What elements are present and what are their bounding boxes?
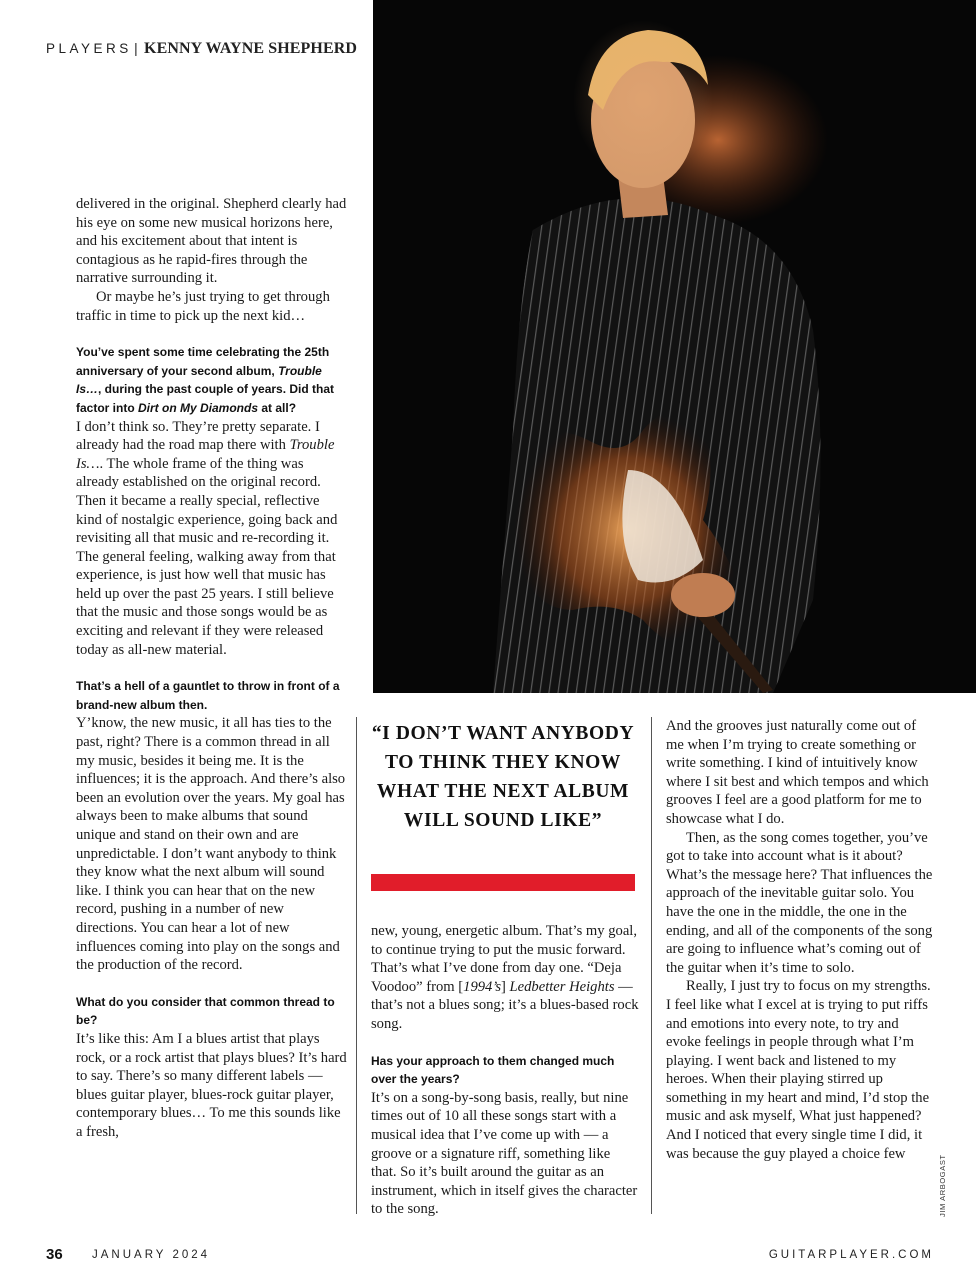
interview-answer: It’s like this: Am I a blues artist that plays rock, or a rock artist that plays blues? It’s hard to say. There’s so many different labels — blues guitar player, blues-rock guitar player, contemporary blues… To me this sounds like a fresh, xyxy=(76,1030,347,1140)
interview-question: You’ve spent some time celebrating the 25th anniversary of your second album, Trouble Is…, during the past couple of years. Did that factor into Dirt on My Diamonds at all? xyxy=(76,345,335,415)
column-divider xyxy=(651,717,652,1214)
interview-answer: Y’know, the new music, it all has ties to the past, right? There is a common thread in all my music, besides it being me. It is the influences; it is the approach. And there’s also been an evolution over the years. My goal has always been to make albums that sound unique and stand on their own and are unpredictable. I don’t want anybody to think they know what the next album will sound like. I think you can hear that on the new record, pushing in a number of new directions. You can hear a lot of new influences coming into play on the songs and the production of the record. xyxy=(76,715,346,974)
body-paragraph: Then, as the song comes together, you’ve got to take into account what is it about? What’s the message here? That influences the approach of the inevitable guitar solo. You have the one in the middle, the one in the ending, and all of the components of the song are going to influence what’s coming out of the guitar when it’s time to solo. xyxy=(666,829,933,976)
body-paragraph: new, young, energetic album. That’s my goal, to continue trying to put the music forward. That’s what I’ve done from day one. “Deja Voodoo” from [1994’s] Ledbetter Heights — that’s not a blues song; it’s a blues-based rock song. xyxy=(371,923,639,1032)
column-divider xyxy=(356,717,357,1214)
header-separator: | xyxy=(134,41,138,56)
article-column-2 xyxy=(371,922,639,1219)
portrait-with-guitar-photo xyxy=(373,0,976,693)
article-column-1 xyxy=(76,195,348,1142)
portrait-photo xyxy=(373,0,976,693)
article-column-3 xyxy=(666,717,934,1163)
section-label: PLAYERS xyxy=(46,41,132,56)
body-paragraph: delivered in the original. Shepherd clearly had his eye on some new musical horizons here, and his excitement about that intent is contagious as he rapid-fires through the narrative surrounding it. xyxy=(76,196,347,287)
interview-question: Has your approach to them changed much over the years? xyxy=(371,1053,615,1087)
interview-question: What do you consider that common thread to be? xyxy=(76,994,335,1028)
pull-quote: “I DON’T WANT ANYBODY TO THINK THEY KNOW WHAT THE NEXT ALBUM WILL SOUND LIKE” xyxy=(371,723,635,831)
body-paragraph: And the grooves just naturally come out of me when I’m trying to create something or write something. I kind of intuitively know where I sit best and which tempos and which grooves I feel are a good platform for me to showcase what I do. xyxy=(666,718,929,827)
running-head xyxy=(46,40,357,58)
pull-quote-accent-bar xyxy=(371,874,635,891)
interview-question: That’s a hell of a gauntlet to throw in front of a brand-new album then. xyxy=(76,679,340,712)
photo-credit: JIM ARBOGAST xyxy=(938,1154,947,1217)
interview-answer: I don’t think so. They’re pretty separate. I already had the road map there with Trouble Is…. The whole frame of the thing was already established on the original record. Then it became a really special, reflective kind of nostalgic experience, going back and revisiting all that music and re-recording it. The general feeling, walking away from that experience, is just how well that music has held up over the past 25 years. I still believe that the music and those songs would be as exciting and relevant if they were released today as all-new material. xyxy=(76,418,338,658)
article-subject: KENNY WAYNE SHEPHERD xyxy=(144,40,358,57)
issue-date: JANUARY 2024 xyxy=(92,1249,211,1261)
interview-answer: It’s on a song-by-song basis, really, but nine times out of 10 all these songs start with a musical idea that I’ve come up with — a groove or a signature riff, something like that. So it’s built around the guitar as an instrument, which in itself gives the character to the song. xyxy=(371,1089,638,1218)
body-paragraph: Really, I just try to focus on my strengths. I feel like what I excel at is trying to put riffs and emotions into every note, to try and evoke feelings in people through what I’m playing. I went back and listened to my heroes. When their playing stirred up something in my heart and mind, I’d stop the music and ask myself, What just happened? And I noticed that every single time I did, it was because the guy played a choice few xyxy=(666,978,931,1162)
body-paragraph: Or maybe he’s just trying to get through traffic in time to pick up the next kid… xyxy=(76,288,330,324)
site-url: GUITARPLAYER.COM xyxy=(768,1249,934,1261)
page-number: 36 xyxy=(46,1246,63,1263)
